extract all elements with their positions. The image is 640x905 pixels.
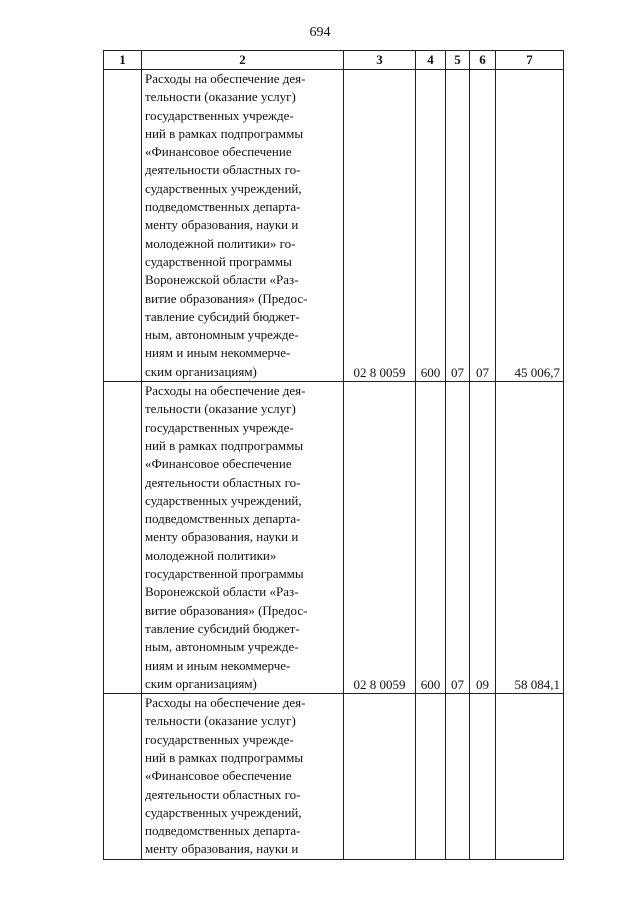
row-index-cell: [104, 70, 142, 382]
row-index-cell: [104, 694, 142, 860]
column-header-4: 4: [416, 51, 446, 70]
subsection-code: 07: [470, 70, 496, 382]
amount-value: 45 006,7: [496, 70, 564, 382]
expense-description: Расходы на обеспечение дея- тельности (оказание услуг) государственных учрежде- ний в рамках подпрограммы «Финансовое обеспечение деятельности областных го- сударственных учреждений, подведомственных департа- менту образования, науки и молодежной политики» го- сударственной программы Воронежской области «Раз- витие образования» (Предос- тавление субсидий бюджет- ным, автономным учрежде- ниям и иным некоммерче- ским организациям): [142, 70, 344, 382]
section-code: 07: [446, 70, 470, 382]
expense-type-code: 600: [416, 382, 446, 694]
section-code: [446, 694, 470, 860]
column-header-3: 3: [344, 51, 416, 70]
target-article-code: 02 8 0059: [344, 70, 416, 382]
budget-table: [103, 50, 564, 860]
table-row: [104, 382, 564, 694]
table-row: [104, 70, 564, 382]
page-number: 694: [309, 25, 331, 40]
column-header-1: 1: [104, 51, 142, 70]
expense-description: Расходы на обеспечение дея- тельности (оказание услуг) государственных учрежде- ний в рамках подпрограммы «Финансовое обеспечение деятельности областных го- сударственных учреждений, подведомственных департа- менту образования, науки и молодежной политики» государственной программы Воронежской области «Раз- витие образования» (Предос- тавление субсидий бюджет- ным, автономным учрежде- ниям и иным некоммерче- ским организациям): [142, 382, 344, 694]
subsection-code: 09: [470, 382, 496, 694]
column-header-6: 6: [470, 51, 496, 70]
expense-description: Расходы на обеспечение дея- тельности (оказание услуг) государственных учрежде- ний в рамках подпрограммы «Финансовое обеспечение деятельности областных го- сударственных учреждений, подведомственных департа- менту образования, науки и: [142, 694, 344, 860]
column-header-2: 2: [142, 51, 344, 70]
row-index-cell: [104, 382, 142, 694]
section-code: 07: [446, 382, 470, 694]
target-article-code: 02 8 0059: [344, 382, 416, 694]
column-header-5: 5: [446, 51, 470, 70]
amount-value: [496, 694, 564, 860]
amount-value: 58 084,1: [496, 382, 564, 694]
target-article-code: [344, 694, 416, 860]
expense-type-code: [416, 694, 446, 860]
table-header-row: [104, 51, 564, 70]
column-header-7: 7: [496, 51, 564, 70]
table-row: [104, 694, 564, 860]
expense-type-code: 600: [416, 70, 446, 382]
subsection-code: [470, 694, 496, 860]
